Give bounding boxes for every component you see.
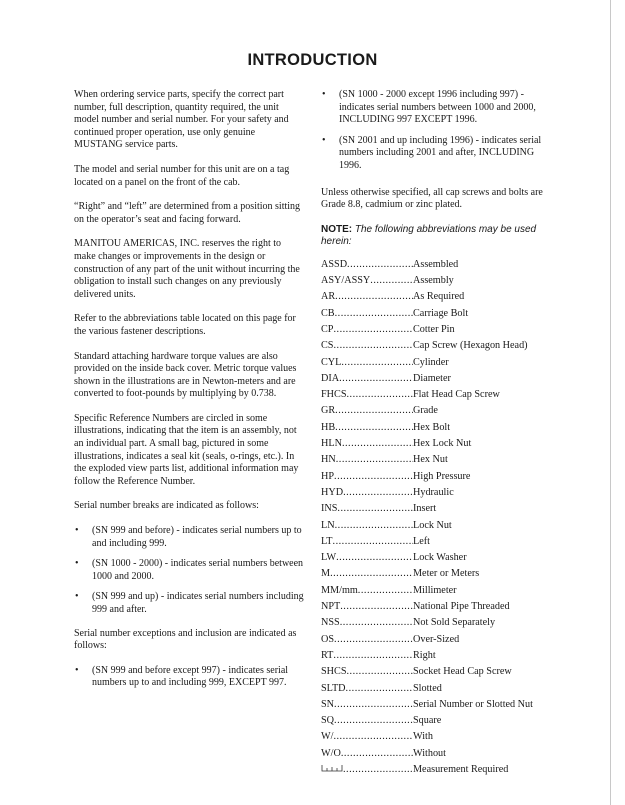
note-label: NOTE: — [321, 223, 353, 235]
abbreviation-code: HN — [321, 454, 336, 466]
dot-leader — [333, 650, 413, 663]
dot-leader — [334, 471, 413, 484]
abbreviation-code: W/O — [321, 747, 341, 759]
abbreviation-code-cell — [321, 568, 413, 581]
abbreviation-row — [321, 615, 553, 631]
abbreviation-meaning: Hydraulic — [413, 486, 454, 498]
dot-leader — [335, 422, 413, 435]
abbreviation-code-cell — [321, 471, 413, 484]
abbreviation-code-cell — [321, 520, 413, 533]
abbreviation-code-cell — [321, 308, 413, 321]
abbreviation-code: LN — [321, 519, 335, 531]
abbreviation-row — [321, 453, 553, 469]
dot-leader — [334, 699, 413, 712]
abbreviation-row — [321, 404, 553, 420]
abbreviation-code-cell — [321, 731, 413, 744]
abbreviation-row — [321, 583, 553, 599]
abbreviation-code: CB — [321, 307, 335, 319]
abbreviation-code-cell — [321, 699, 413, 712]
list-item: • (SN 1000 - 2000) - indicates serial numbers between 1000 and 2000. — [74, 558, 304, 583]
abbreviation-code: NPT — [321, 601, 341, 613]
abbreviation-code-cell — [321, 357, 413, 370]
abbreviation-code: LT — [321, 535, 333, 547]
serial-breaks-list — [74, 525, 304, 617]
dot-leader — [340, 601, 413, 614]
abbreviation-code-cell — [321, 405, 413, 418]
abbreviation-row — [321, 387, 553, 403]
dot-leader — [333, 536, 413, 549]
abbreviations-table — [321, 257, 553, 779]
cap-screws-paragraph: Unless otherwise specified, all cap screws and bolts are Grade 8.8, cadmium or zinc plated. — [321, 186, 543, 211]
abbreviation-meaning: Flat Head Cap Screw — [413, 389, 500, 401]
dot-leader — [330, 568, 413, 581]
abbreviation-row — [321, 713, 553, 729]
abbreviation-meaning: Over-Sized — [413, 633, 460, 645]
abbreviation-code-cell — [321, 340, 413, 353]
serial-tag-paragraph: The model and serial number for this unit are on a tag located on a panel on the front of the cab. — [74, 163, 290, 188]
abbreviation-code: NSS — [321, 617, 340, 629]
abbreviation-code: LW — [321, 552, 337, 564]
abbreviation-row — [321, 567, 553, 583]
abbreviation-meaning: Hex Lock Nut — [413, 438, 472, 450]
dot-leader — [347, 259, 413, 272]
dot-leader — [333, 731, 413, 744]
abbreviation-row — [321, 648, 553, 664]
abbreviation-code: M — [321, 568, 331, 580]
dot-leader — [339, 373, 413, 386]
dot-leader — [358, 585, 413, 598]
serial-exceptions-intro: Serial number exceptions and inclusion are indicated as follows: — [74, 627, 297, 652]
abbreviation-row — [321, 273, 553, 289]
abbreviation-row — [321, 257, 553, 273]
page-edge-line — [610, 0, 611, 805]
dot-leader — [333, 340, 413, 353]
left-column — [74, 89, 304, 701]
right-column — [321, 89, 553, 778]
abbreviation-code: FHCS — [321, 389, 347, 401]
abbreviation-meaning: Carriage Bolt — [413, 307, 469, 319]
abbreviation-code-cell — [321, 259, 413, 272]
serial-exceptions-list-left — [74, 665, 304, 690]
abbreviation-code-cell — [321, 373, 413, 386]
abbreviation-code-cell — [321, 715, 413, 728]
abbreviation-code-cell — [321, 454, 413, 467]
abbreviation-row — [321, 550, 553, 566]
abbreviation-code-cell — [321, 764, 413, 777]
dot-leader — [341, 748, 413, 761]
abbreviation-row — [321, 762, 553, 778]
abbreviation-code-cell — [321, 585, 413, 598]
abbreviation-code-cell — [321, 389, 413, 402]
dot-leader — [335, 308, 413, 321]
abbreviation-meaning: Cylinder — [413, 356, 449, 368]
abbreviation-code-cell — [321, 650, 413, 663]
abbreviation-row — [321, 664, 553, 680]
abbreviation-code: CP — [321, 323, 334, 335]
abbreviation-meaning: Right — [413, 649, 436, 661]
abbreviation-row — [321, 420, 553, 436]
abbreviation-code: AR — [321, 291, 336, 303]
abbreviation-row — [321, 599, 553, 615]
dot-leader — [337, 503, 413, 516]
abbreviation-meaning: Grade — [413, 405, 438, 417]
dot-leader — [334, 634, 413, 647]
dot-leader — [336, 552, 413, 565]
abbreviation-code: MM/mm — [321, 584, 358, 596]
abbreviation-row — [321, 338, 553, 354]
abbreviation-code: CYL — [321, 356, 342, 368]
abbreviation-code: HP — [321, 470, 335, 482]
abbreviation-code-cell — [321, 666, 413, 679]
abbreviation-meaning: National Pipe Threaded — [413, 601, 510, 613]
abbreviation-meaning: Assembled — [413, 258, 459, 270]
abbreviation-code: HYD — [321, 486, 344, 498]
abbreviation-meaning: Cap Screw (Hexagon Head) — [413, 340, 528, 352]
dot-leader — [342, 438, 413, 451]
abbreviations-note — [321, 224, 553, 249]
abbreviation-meaning: With — [413, 731, 433, 743]
abbreviation-code: SHCS — [321, 666, 347, 678]
abbreviation-meaning: Socket Head Cap Screw — [413, 666, 512, 678]
abbreviation-code-cell — [321, 683, 413, 696]
abbreviation-meaning: Slotted — [413, 682, 442, 694]
abbreviation-meaning: Hex Bolt — [413, 421, 451, 433]
list-item: • (SN 2001 and up including 1996) - indicates serial numbers including 2001 and after, INCLUDING 1996. — [321, 135, 553, 173]
dot-leader — [335, 405, 413, 418]
abbreviation-code-cell — [321, 324, 413, 337]
dot-leader — [333, 324, 413, 337]
abbreviation-row — [321, 632, 553, 648]
abbreviation-code: DIA — [321, 372, 340, 384]
list-item: • (SN 1000 - 2000 except 1996 including 997) - indicates serial numbers between 1000 and 2000, INCLUDING 997 EXCEPT 1996. — [321, 89, 553, 127]
abbreviation-code-cell — [321, 503, 413, 516]
abbreviation-meaning: Cotter Pin — [413, 323, 455, 335]
abbreviation-code-cell — [321, 438, 413, 451]
abbreviation-row — [321, 746, 553, 762]
abbreviation-row — [321, 518, 553, 534]
abbreviation-code: CS — [321, 340, 334, 352]
dot-leader — [346, 666, 413, 679]
abbreviation-row — [321, 730, 553, 746]
abbreviation-meaning: As Required — [413, 291, 465, 303]
ordering-paragraph: When ordering service parts, specify the correct part number, full description, quantity required, the unit model number and serial number. For your safety and continued proper operation, use only genuine MUSTANG service parts. — [74, 89, 289, 151]
ruler-icon — [321, 764, 343, 772]
abbreviation-meaning: High Pressure — [413, 470, 471, 482]
abbreviation-meaning: Not Sold Separately — [413, 617, 496, 629]
dot-leader — [336, 454, 413, 467]
abbreviation-meaning: Serial Number or Slotted Nut — [413, 698, 533, 710]
abbreviation-code: SQ — [321, 715, 335, 727]
abbreviation-code: SLTD — [321, 682, 346, 694]
abbreviation-row — [321, 681, 553, 697]
serial-breaks-intro: Serial number breaks are indicated as follows: — [74, 500, 259, 512]
torque-paragraph: Standard attaching hardware torque values are also provided on the inside back cover. Metric torque values shown in the illustrations are in Newton-meters and are converted to foot-pounds by multiplying by 0.738. — [74, 350, 297, 400]
abbreviation-code: HB — [321, 421, 336, 433]
dot-leader — [343, 487, 413, 500]
abbreviation-row — [321, 469, 553, 485]
abbreviation-code-cell — [321, 422, 413, 435]
serial-exceptions-list-right — [321, 89, 553, 173]
abbreviation-meaning: Meter or Meters — [413, 568, 480, 580]
abbreviation-row — [321, 534, 553, 550]
list-item: • (SN 999 and before) - indicates serial numbers up to and including 999. — [74, 525, 304, 550]
abbreviation-code: GR — [321, 405, 336, 417]
abbreviation-meaning: Diameter — [413, 372, 451, 384]
abbreviation-row — [321, 485, 553, 501]
abbreviation-code-cell — [321, 634, 413, 647]
dot-leader — [343, 764, 413, 777]
abbreviation-code: HLN — [321, 438, 342, 450]
dot-leader — [346, 389, 413, 402]
note-text: The following abbreviations may be used herein: — [321, 223, 537, 248]
abbreviation-row — [321, 355, 553, 371]
dot-leader — [346, 683, 413, 696]
list-item: • (SN 999 and before except 997) - indicates serial numbers up to and including 999, EXCEPT 997. — [74, 665, 304, 690]
abbreviation-row — [321, 306, 553, 322]
abbreviation-meaning: Square — [413, 715, 442, 727]
list-item: • (SN 999 and up) - indicates serial numbers including 999 and after. — [74, 591, 304, 616]
abbreviations-ref-paragraph: Refer to the abbreviations table located on this page for the various fastener descriptions. — [74, 313, 296, 337]
abbreviation-row — [321, 501, 553, 517]
abbreviation-code: INS — [321, 503, 338, 515]
abbreviation-code-cell — [321, 291, 413, 304]
page-title: INTRODUCTION — [247, 51, 378, 69]
abbreviation-code: W/ — [321, 731, 334, 743]
abbreviation-meaning: Lock Washer — [413, 552, 467, 564]
dot-leader — [335, 520, 413, 533]
abbreviation-code: ASY/ASSY — [321, 275, 371, 287]
abbreviation-meaning: Hex Nut — [413, 454, 448, 466]
abbreviation-row — [321, 697, 553, 713]
abbreviation-code: SN — [321, 698, 335, 710]
abbreviation-row — [321, 322, 553, 338]
abbreviation-code-cell — [321, 487, 413, 500]
dot-leader — [335, 291, 413, 304]
abbreviation-meaning: Without — [413, 747, 446, 759]
abbreviation-row — [321, 371, 553, 387]
dot-leader — [340, 617, 413, 630]
abbreviation-row — [321, 436, 553, 452]
dot-leader — [341, 357, 413, 370]
abbreviation-meaning: Lock Nut — [413, 519, 452, 531]
manitou-paragraph: MANITOU AMERICAS, INC. reserves the right to make changes or improvements in the design or construction of any part of the unit without incurring the obligation to install such changes on any previously delivered units. — [74, 238, 300, 300]
abbreviation-code: ASSD — [321, 258, 348, 270]
abbreviation-meaning: Insert — [413, 503, 437, 515]
abbreviation-code-cell — [321, 275, 413, 288]
abbreviation-meaning: Millimeter — [413, 584, 457, 596]
reference-numbers-paragraph: Specific Reference Numbers are circled in some illustrations, indicating that the item is an assembly, not an individual part. A small bag, pictured in some illustrations, indicates a seal kit (seals, o-rings, etc.). In the exploded view parts list, additional information may follow the Reference Number. — [74, 412, 299, 487]
dot-leader — [334, 715, 413, 728]
abbreviation-code-cell — [321, 748, 413, 761]
abbreviation-meaning: Assembly — [413, 275, 454, 287]
abbreviation-row — [321, 290, 553, 306]
right-left-paragraph: “Right” and “left” are determined from a position sitting on the operator’s seat and facing forward. — [74, 201, 301, 225]
abbreviation-code: RT — [321, 649, 334, 661]
abbreviation-code-cell — [321, 617, 413, 630]
abbreviation-code-cell — [321, 552, 413, 565]
abbreviation-code-cell — [321, 536, 413, 549]
abbreviation-meaning: Measurement Required — [413, 763, 509, 775]
abbreviation-meaning: Left — [413, 535, 430, 547]
dot-leader — [370, 275, 413, 288]
abbreviation-code: OS — [321, 633, 335, 645]
abbreviation-code-cell — [321, 601, 413, 614]
